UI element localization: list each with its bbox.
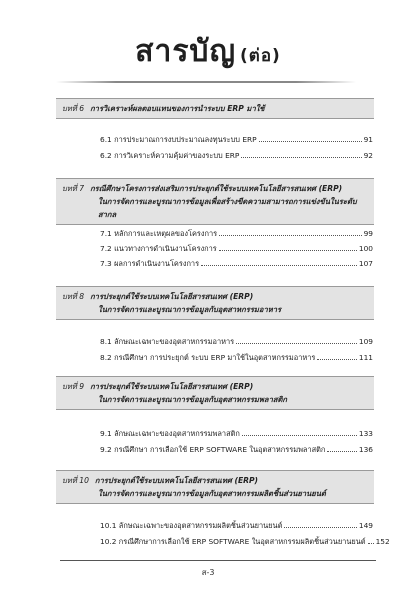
chapter-subtitle: ในการจัดการและบูรณาการข้อมูลกับอุตสาหกรรมผลิตชิ้นส่วนยานยนต์ xyxy=(98,489,326,498)
toc-entry-7-2[interactable] xyxy=(100,243,373,254)
leader-dots xyxy=(219,235,362,236)
entry-page: 152 xyxy=(375,537,390,546)
entry-label: 7.3 ผลการดำเนินงานโครงการ xyxy=(100,259,200,268)
toc-entry-8-2[interactable] xyxy=(100,352,373,363)
chapter-10-heading[interactable] xyxy=(56,470,374,504)
toc-entry-6-2[interactable] xyxy=(100,150,373,161)
leader-dots xyxy=(368,543,374,544)
chapter-7-heading[interactable] xyxy=(56,178,374,225)
page-number: ส-3 xyxy=(201,568,215,577)
page-title xyxy=(0,28,416,75)
chapter-number: บทที่ 10 xyxy=(62,476,89,485)
chapter-title: การประยุกต์ใช้ระบบเทคโนโลยีสารสนเทศ (ERP) xyxy=(90,382,254,391)
leader-dots xyxy=(242,435,357,436)
chapter-number: บทที่ 7 xyxy=(62,184,85,193)
toc-entry-7-1[interactable] xyxy=(100,228,373,239)
leader-dots xyxy=(327,451,356,452)
entry-label: 7.1 หลักการและเหตุผลของโครงการ xyxy=(100,229,218,238)
chapter-title: การประยุกต์ใช้ระบบเทคโนโลยีสารสนเทศ (ERP) xyxy=(94,476,259,485)
chapter-9-heading[interactable] xyxy=(56,376,374,410)
entry-page: 136 xyxy=(358,445,373,454)
entry-label: 9.2 กรณีศึกษา การเลือกใช้ ERP SOFTWARE ในอุตสาหกรรมพลาสติก xyxy=(100,445,326,454)
entry-label: 8.2 กรณีศึกษา การประยุกต์ ระบบ ERP มาใช้ในอุตสาหกรรมอาหาร xyxy=(100,353,316,362)
title-main: สารบัญ xyxy=(135,34,237,69)
entry-label: 7.2 แนวทางการดำเนินงานโครงการ xyxy=(100,244,217,253)
entry-page: 99 xyxy=(363,229,373,238)
entry-page: 133 xyxy=(358,429,373,438)
toc-entry-6-1[interactable] xyxy=(100,134,373,145)
toc-entry-9-2[interactable] xyxy=(100,444,373,455)
toc-entry-10-2[interactable] xyxy=(100,536,390,547)
chapter-number: บทที่ 8 xyxy=(62,292,85,301)
chapter-number: บทที่ 9 xyxy=(62,382,85,391)
entry-label: 9.1 ลักษณะเฉพาะของอุตสาหกรรมพลาสติก xyxy=(100,429,240,438)
footer-divider xyxy=(60,560,376,561)
chapter-6-heading[interactable] xyxy=(56,98,374,119)
chapter-8-heading[interactable] xyxy=(56,286,374,320)
chapter-number: บทที่ 6 xyxy=(62,104,85,113)
entry-page: 149 xyxy=(358,521,373,530)
leader-dots xyxy=(201,265,357,266)
entry-label: 10.2 กรณีศึกษาการเลือกใช้ ERP SOFTWARE ในอุตสาหกรรมผลิตชิ้นส่วนยานยนต์ xyxy=(100,537,366,546)
toc-entry-7-3[interactable] xyxy=(100,258,373,269)
chapter-subtitle: ในการจัดการและบูรณาการข้อมูลเพื่อสร้างขีดความสามารถการแข่งขันในระดับสากล xyxy=(98,197,357,219)
leader-dots xyxy=(236,343,357,344)
toc-entry-8-1[interactable] xyxy=(100,336,373,347)
entry-label: 10.1 ลักษณะเฉพาะของอุตสาหกรรมผลิตชิ้นส่วนยานยนต์ xyxy=(100,521,283,530)
title-divider xyxy=(56,81,356,83)
entry-page: 109 xyxy=(358,337,373,346)
chapter-title: การประยุกต์ใช้ระบบเทคโนโลยีสารสนเทศ (ERP) xyxy=(90,292,254,301)
entry-page: 111 xyxy=(358,353,373,362)
title-sub: (ต่อ) xyxy=(240,46,281,66)
leader-dots xyxy=(241,157,361,158)
entry-page: 107 xyxy=(358,259,373,268)
toc-entry-9-1[interactable] xyxy=(100,428,373,439)
leader-dots xyxy=(317,359,357,360)
leader-dots xyxy=(284,527,357,528)
entry-label: 6.2 การวิเคราะห์ความคุ้มค่าของระบบ ERP xyxy=(100,151,240,160)
entry-page: 100 xyxy=(358,244,373,253)
entry-label: 8.1 ลักษณะเฉพาะของอุตสาหกรรมอาหาร xyxy=(100,337,235,346)
chapter-subtitle: ในการจัดการและบูรณาการข้อมูลกับอุตสาหกรรมอาหาร xyxy=(98,305,282,314)
chapter-title: การวิเคราะห์ผลตอบแทนของการนำระบบ ERP มาใช้ xyxy=(90,104,265,113)
leader-dots xyxy=(259,141,362,142)
entry-page: 92 xyxy=(363,151,373,160)
toc-entry-10-1[interactable] xyxy=(100,520,373,531)
entry-page: 91 xyxy=(363,135,373,144)
chapter-subtitle: ในการจัดการและบูรณาการข้อมูลกับอุตสาหกรรมพลาสติก xyxy=(98,395,288,404)
leader-dots xyxy=(219,250,357,251)
entry-label: 6.1 การประมาณการงบประมาณลงทุนระบบ ERP xyxy=(100,135,257,144)
chapter-title: กรณีศึกษาโครงการส่งเสริมการประยุกต์ใช้ระบบเทคโนโลยีสารสนเทศ (ERP) xyxy=(90,184,343,193)
